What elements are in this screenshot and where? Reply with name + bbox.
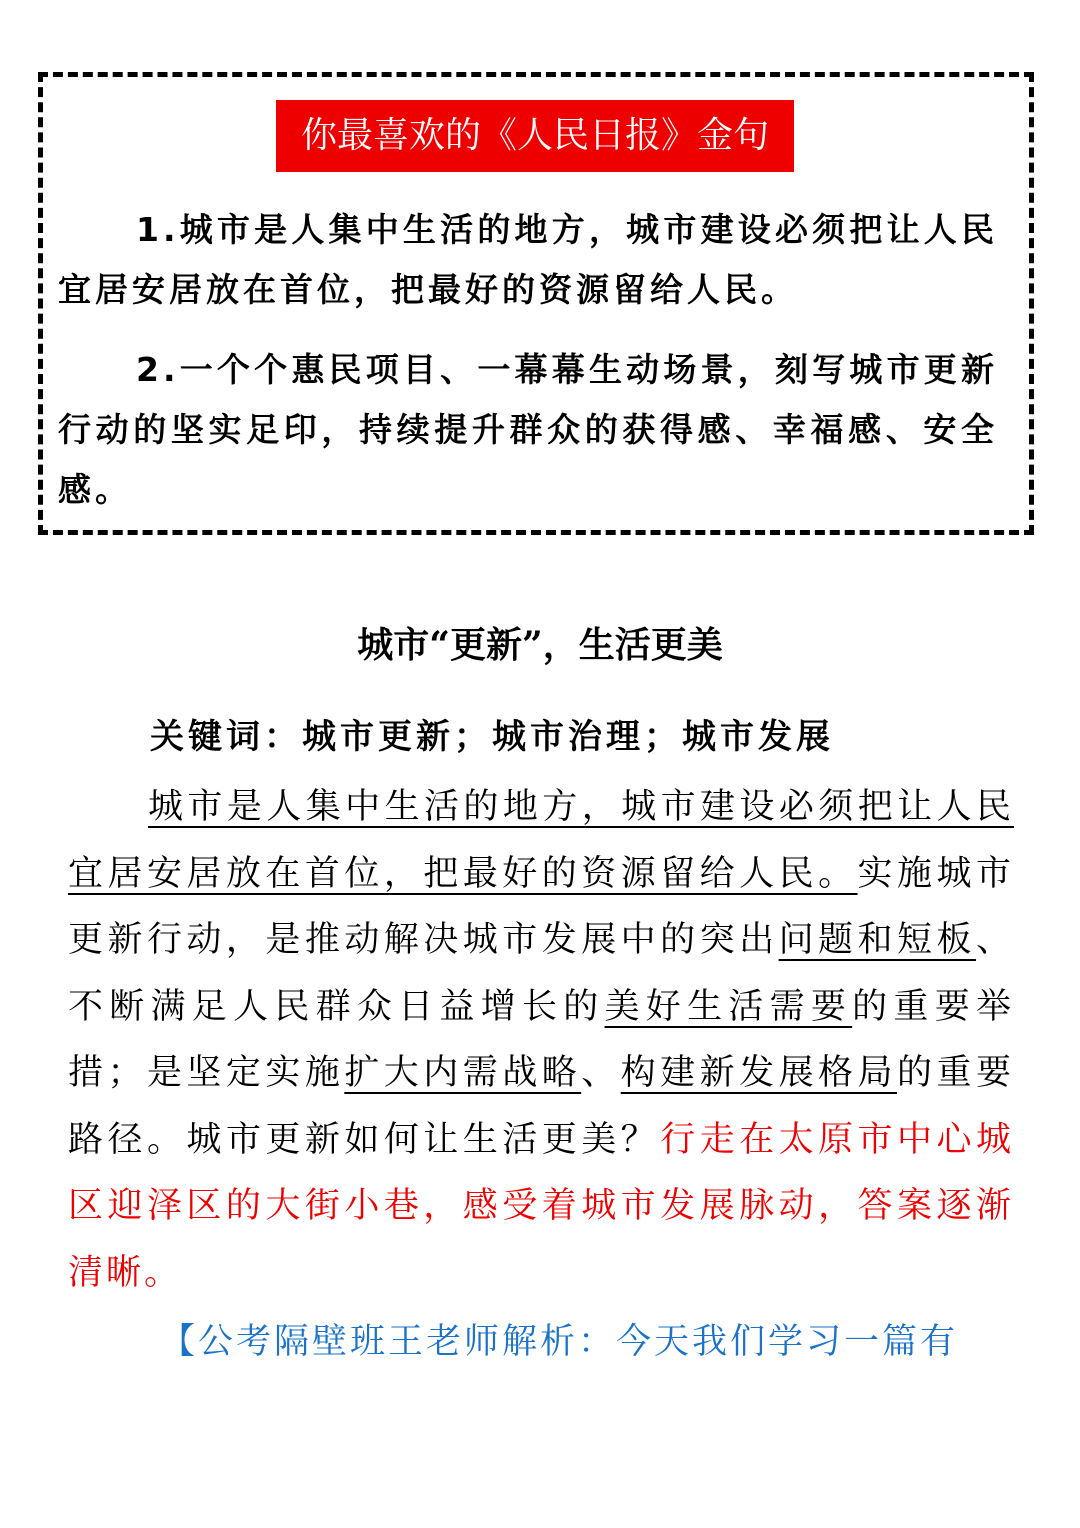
red-highlight-text: 行走在太原市中心城区迎泽区的大街小巷，感受着城市发展脉动，答案逐渐清晰。 bbox=[68, 1119, 1014, 1293]
quote-box-title: 你最喜欢的《人民日报》金句 bbox=[276, 100, 794, 172]
body-text: 的重要举措；是坚定实施 bbox=[68, 986, 1014, 1093]
teacher-analysis: 【公考隔壁班王老师解析：今天我们学习一篇有 bbox=[160, 1322, 959, 1362]
underlined-text: 问题和短板 bbox=[778, 920, 976, 960]
article-title: 城市“更新”，生活更美 bbox=[357, 624, 723, 666]
body-text: 、 bbox=[581, 1053, 621, 1093]
keywords-line: 关键词：城市更新；城市治理；城市发展 bbox=[150, 717, 834, 757]
underlined-text: 城市是人集中生活的地方，城市建设必须把让人民宜居安居放在首位，把最好的资源留给人民。 bbox=[68, 787, 1014, 894]
article-body-paragraph bbox=[68, 774, 1014, 1306]
quote-item-1: 1.城市是人集中生活的地方，城市建设必须把让人民宜居安居放在首位，把最好的资源留给人民。 bbox=[58, 210, 998, 309]
underlined-text: 美好生活需要 bbox=[604, 986, 853, 1027]
underlined-text: 扩大内需战略 bbox=[344, 1053, 582, 1093]
quote-item-2: 2.一个个惠民项目、一幕幕生动场景，刻写城市更新行动的坚实足印，持续提升群众的获得感、幸福感、安全感。 bbox=[58, 350, 998, 509]
body-text: 的重要路径。城市更新如何让生活更美？ bbox=[68, 1053, 1014, 1160]
body-text: 、不断满足人民群众日益增长的 bbox=[68, 920, 1014, 1027]
body-text: 实施城市更新行动，是推动解决城市发展中的突出 bbox=[68, 853, 1014, 960]
underlined-text: 构建新发展格局 bbox=[620, 1053, 897, 1093]
